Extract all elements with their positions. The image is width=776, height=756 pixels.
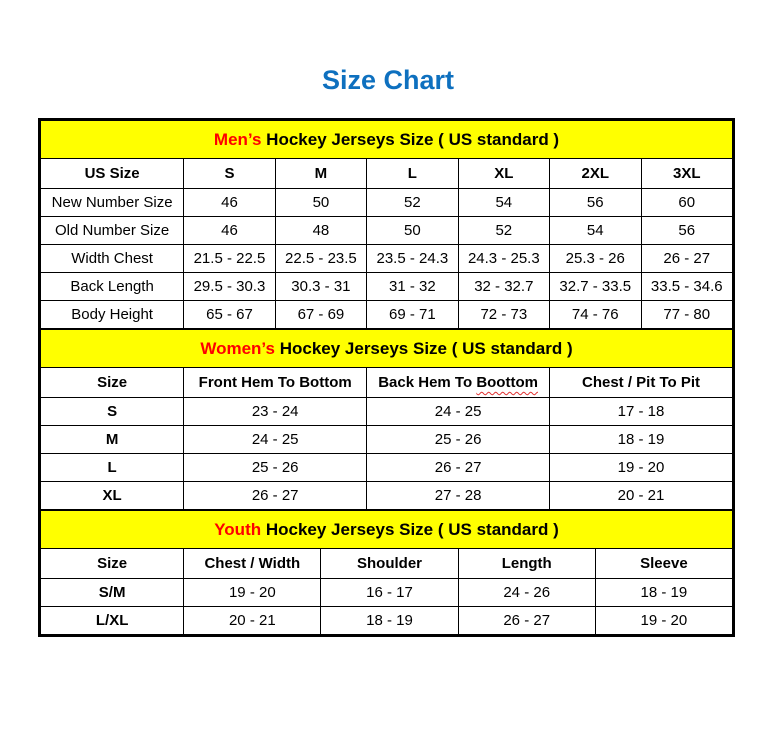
- women-size-row: [41, 426, 733, 454]
- men-size-cell: 74 - 76: [550, 301, 641, 329]
- men-size-row: [41, 189, 733, 217]
- men-column-header: 2XL: [550, 159, 641, 189]
- women-size-cell: 26 - 27: [184, 482, 367, 510]
- youth-size-cell: 19 - 20: [595, 607, 732, 635]
- men-row-label: Body Height: [41, 301, 184, 329]
- men-size-cell: 50: [367, 217, 458, 245]
- youth-size-cell: 18 - 19: [321, 607, 458, 635]
- women-column-header: Front Hem To Bottom: [184, 368, 367, 398]
- women-size-cell: 27 - 28: [367, 482, 550, 510]
- women-row-label: L: [41, 454, 184, 482]
- men-column-header-row: [41, 159, 733, 189]
- youth-size-row: [41, 579, 733, 607]
- men-size-cell: 52: [458, 217, 549, 245]
- men-row-label: Back Length: [41, 273, 184, 301]
- youth-section-band-row: [41, 511, 733, 549]
- women-section-title: [41, 330, 733, 368]
- men-size-row: [41, 217, 733, 245]
- men-size-row: [41, 273, 733, 301]
- men-size-cell: 30.3 - 31: [275, 273, 366, 301]
- youth-row-label: S/M: [41, 579, 184, 607]
- men-size-cell: 26 - 27: [641, 245, 733, 273]
- men-size-cell: 69 - 71: [367, 301, 458, 329]
- youth-column-header: Shoulder: [321, 549, 458, 579]
- men-size-cell: 32.7 - 33.5: [550, 273, 641, 301]
- men-size-cell: 32 - 32.7: [458, 273, 549, 301]
- size-chart-page: [0, 64, 776, 637]
- women-row-label: XL: [41, 482, 184, 510]
- men-size-cell: 60: [641, 189, 733, 217]
- youth-size-cell: 19 - 20: [184, 579, 321, 607]
- youth-section-title-highlight: Youth: [214, 519, 262, 539]
- men-size-row: [41, 245, 733, 273]
- men-row-label: Width Chest: [41, 245, 184, 273]
- women-size-cell: 25 - 26: [184, 454, 367, 482]
- men-size-row: [41, 301, 733, 329]
- men-column-header: US Size: [41, 159, 184, 189]
- youth-column-header: Length: [458, 549, 595, 579]
- women-column-header-row: [41, 368, 733, 398]
- women-size-cell: 20 - 21: [550, 482, 733, 510]
- men-size-cell: 56: [550, 189, 641, 217]
- size-tables-container: [38, 118, 735, 637]
- men-size-cell: 33.5 - 34.6: [641, 273, 733, 301]
- women-size-cell: 19 - 20: [550, 454, 733, 482]
- men-size-cell: 25.3 - 26: [550, 245, 641, 273]
- women-size-cell: 23 - 24: [184, 398, 367, 426]
- youth-column-header: Size: [41, 549, 184, 579]
- youth-column-header: Chest / Width: [184, 549, 321, 579]
- youth-size-cell: 16 - 17: [321, 579, 458, 607]
- women-column-header: Chest / Pit To Pit: [550, 368, 733, 398]
- men-size-cell: 48: [275, 217, 366, 245]
- youth-section-title-rest: Hockey Jerseys Size ( US standard ): [261, 519, 559, 539]
- men-section-title-rest: Hockey Jerseys Size ( US standard ): [261, 129, 560, 149]
- youth-size-cell: 20 - 21: [184, 607, 321, 635]
- women-size-row: [41, 482, 733, 510]
- youth-size-cell: 26 - 27: [458, 607, 595, 635]
- women-column-header: Back Hem To Boottom: [367, 368, 550, 398]
- men-size-cell: 77 - 80: [641, 301, 733, 329]
- men-column-header: 3XL: [641, 159, 733, 189]
- men-size-cell: 65 - 67: [184, 301, 275, 329]
- women-section-band-row: [41, 330, 733, 368]
- men-row-label: Old Number Size: [41, 217, 184, 245]
- men-size-cell: 46: [184, 217, 275, 245]
- men-size-cell: 67 - 69: [275, 301, 366, 329]
- page-title: Size Chart: [321, 65, 455, 95]
- women-column-header: Size: [41, 368, 184, 398]
- women-row-label: S: [41, 398, 184, 426]
- youth-size-cell: 18 - 19: [595, 579, 732, 607]
- youth-section-title: [41, 511, 733, 549]
- men-size-cell: 50: [275, 189, 366, 217]
- women-size-cell: 26 - 27: [367, 454, 550, 482]
- youth-column-header-row: [41, 549, 733, 579]
- men-column-header: L: [367, 159, 458, 189]
- men-size-cell: 46: [184, 189, 275, 217]
- men-row-label: New Number Size: [41, 189, 184, 217]
- men-size-cell: 56: [641, 217, 733, 245]
- men-column-header: XL: [458, 159, 549, 189]
- youth-size-table: [40, 510, 733, 635]
- men-size-cell: 29.5 - 30.3: [184, 273, 275, 301]
- men-size-cell: 21.5 - 22.5: [184, 245, 275, 273]
- men-section-title-highlight: Men’s: [213, 129, 262, 149]
- youth-size-cell: 24 - 26: [458, 579, 595, 607]
- women-section-title-highlight: Women’s: [200, 338, 275, 358]
- women-size-row: [41, 398, 733, 426]
- men-size-cell: 22.5 - 23.5: [275, 245, 366, 273]
- men-size-cell: 24.3 - 25.3: [458, 245, 549, 273]
- women-size-row: [41, 454, 733, 482]
- women-size-cell: 17 - 18: [550, 398, 733, 426]
- youth-column-header: Sleeve: [595, 549, 732, 579]
- youth-size-row: [41, 607, 733, 635]
- women-size-cell: 18 - 19: [550, 426, 733, 454]
- women-size-cell: 25 - 26: [367, 426, 550, 454]
- men-size-cell: 54: [458, 189, 549, 217]
- women-section-title-rest: Hockey Jerseys Size ( US standard ): [274, 338, 573, 358]
- men-size-cell: 23.5 - 24.3: [367, 245, 458, 273]
- men-size-cell: 52: [367, 189, 458, 217]
- men-size-cell: 31 - 32: [367, 273, 458, 301]
- misspelled-word: Boottom: [476, 374, 538, 391]
- men-size-cell: 54: [550, 217, 641, 245]
- men-section-title: [41, 121, 733, 159]
- men-size-cell: 72 - 73: [458, 301, 549, 329]
- womens-size-table: [40, 329, 733, 510]
- men-column-header: M: [275, 159, 366, 189]
- youth-row-label: L/XL: [41, 607, 184, 635]
- women-size-cell: 24 - 25: [184, 426, 367, 454]
- men-section-band-row: [41, 121, 733, 159]
- men-column-header: S: [184, 159, 275, 189]
- women-row-label: M: [41, 426, 184, 454]
- women-size-cell: 24 - 25: [367, 398, 550, 426]
- mens-size-table: [40, 120, 733, 329]
